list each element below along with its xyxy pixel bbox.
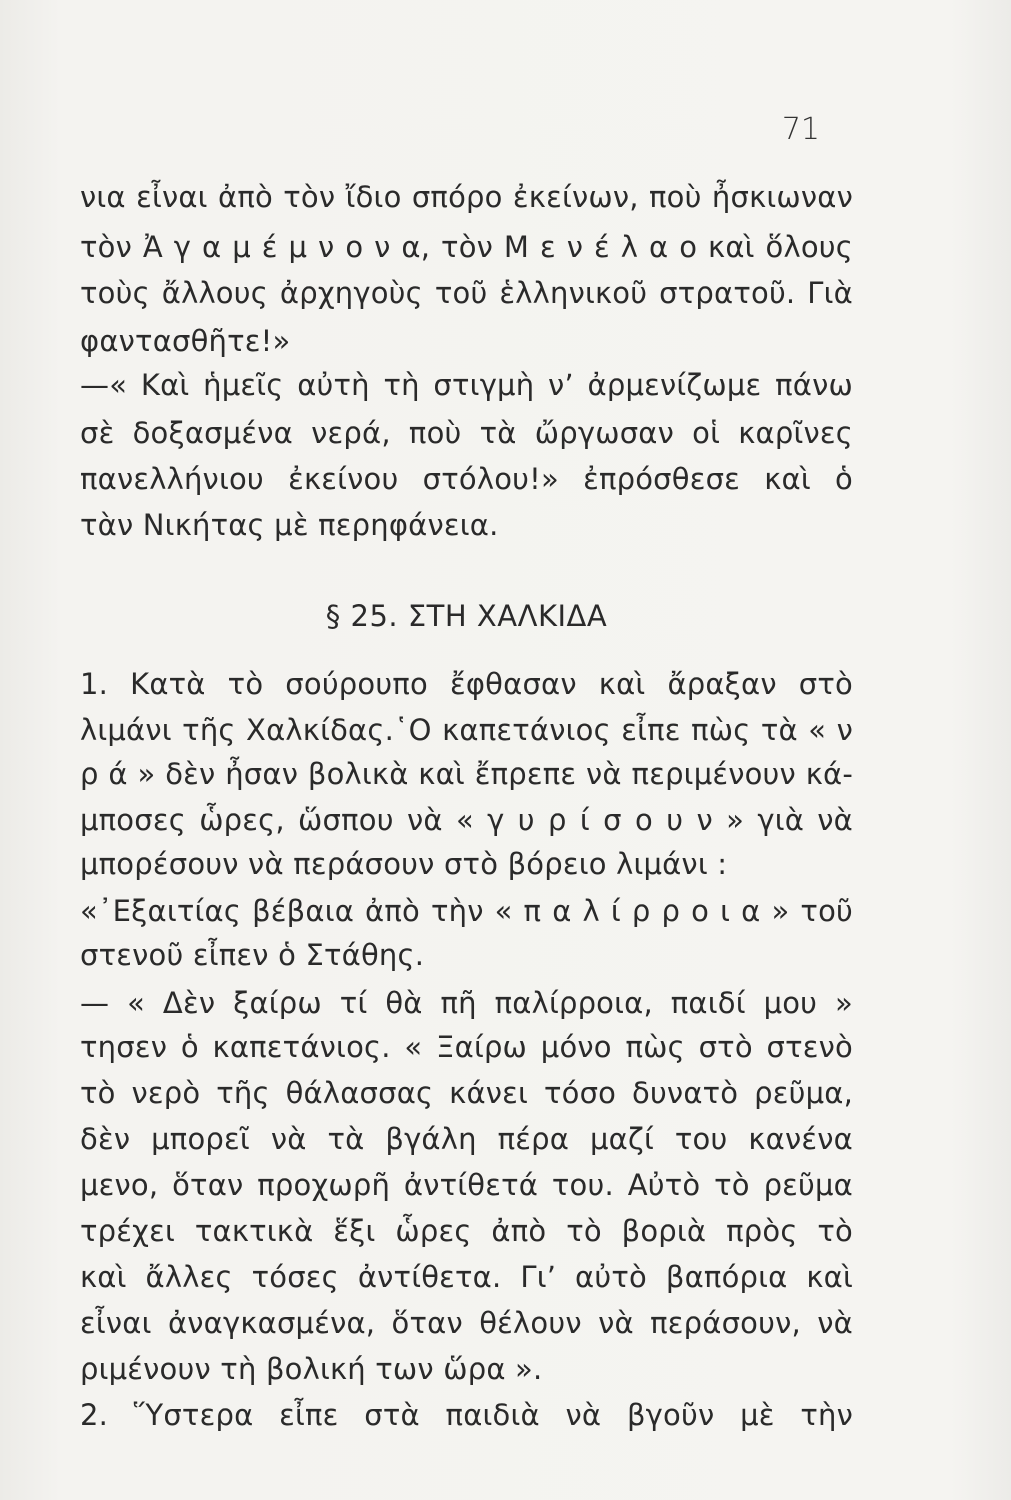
text-line: φαντασθῆτε!» (80, 324, 291, 358)
section-heading: § 25. ΣΤΗ ΧΑΛΚΙΔΑ (325, 599, 608, 633)
text-line: εἶναι ἀναγκασμένα, ὅταν θέλουν νὰ περάσουν, νὰ (80, 1306, 853, 1340)
text-line: — « Δὲν ξαίρω τί θὰ πῆ παλίρροια, παιδί μου » (80, 986, 853, 1020)
text-line: στενοῦ εἶπεν ὁ Στάθης. (80, 938, 425, 972)
text-line: δὲν μπορεῖ νὰ τὰ βγάλη πέρα μαζί του κανένα (80, 1122, 853, 1156)
text-line: 1. Κατὰ τὸ σούρουπο ἔφθασαν καὶ ἄραξαν στὸ (80, 667, 853, 701)
text-line: τὸν Ἀ γ α μ έ μ ν ο ν α, τὸν Μ ε ν έ λ α ο καὶ ὅλους (80, 230, 853, 264)
text-line: —« Καὶ ἡμεῖς αὐτὴ τὴ στιγμὴ ν’ ἀρμενίζωμε πάνω (80, 368, 853, 402)
text-line: 2. Ὕστερα εἶπε στὰ παιδιὰ νὰ βγοῦν μὲ τὴν (80, 1398, 853, 1432)
text-line: τησεν ὁ καπετάνιος. « Ξαίρω μόνο πὼς στὸ στενὸ (80, 1030, 853, 1064)
text-line: ρ ά » δὲν ἦσαν βολικὰ καὶ ἔπρεπε νὰ περιμένουν κά- (80, 757, 853, 791)
text-line: «᾿Εξαιτίας βέβαια ἀπὸ τὴν « π α λ ί ρ ρ ο ι α » τοῦ (80, 894, 853, 928)
text-line: τὸ νερὸ τῆς θάλασσας κάνει τόσο δυνατὸ ρεῦμα, (80, 1076, 853, 1110)
text-line: μπορέσουν νὰ περάσουν στὸ βόρειο λιμάνι : (80, 847, 728, 881)
text-line: νια εἶναι ἀπὸ τὸν ἴδιο σπόρο ἐκείνων, ποὺ ἦσκιωναν (80, 180, 853, 214)
page-number: 71 (781, 112, 820, 147)
text-line: μενο, ὅταν προχωρῆ ἀντίθετά του. Αὐτὸ τὸ ρεῦμα (80, 1168, 853, 1202)
text-line: τρέχει τακτικὰ ἕξι ὧρες ἀπὸ τὸ βοριὰ πρὸς τὸ (80, 1214, 853, 1248)
text-line: μποσες ὧρες, ὥσπου νὰ « γ υ ρ ί σ ο υ ν » γιὰ νὰ (80, 803, 853, 837)
text-line: σὲ δοξασμένα νερά, ποὺ τὰ ὤργωσαν οἱ καρῖνες (80, 416, 853, 450)
text-line: πανελλήνιου ἐκείνου στόλου!» ἐπρόσθεσε καὶ ὁ (80, 462, 853, 496)
text-line: τὰν Νικήτας μὲ περηφάνεια. (80, 508, 499, 542)
text-line: ριμένουν τὴ βολική των ὥρα ». (80, 1352, 543, 1386)
text-line: λιμάνι τῆς Χαλκίδας.῾Ο καπετάνιος εἶπε πὼς τὰ « ν (80, 713, 853, 747)
text-line: καὶ ἄλλες τόσες ἀντίθετα. Γι’ αὐτὸ βαπόρια καὶ (80, 1260, 853, 1294)
text-line: τοὺς ἄλλους ἀρχηγοὺς τοῦ ἑλληνικοῦ στρατοῦ. Γιὰ (80, 276, 853, 310)
